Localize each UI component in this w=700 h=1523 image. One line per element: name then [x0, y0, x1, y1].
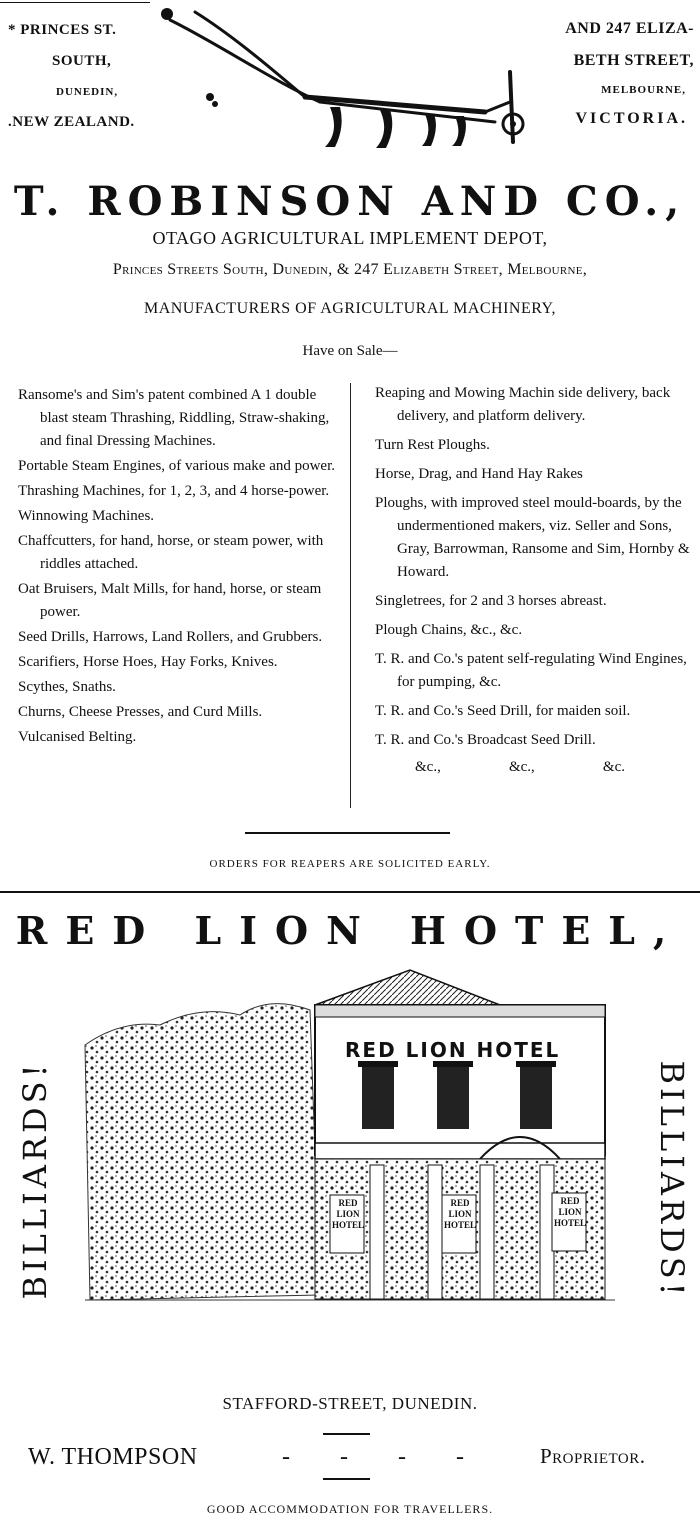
header-left-line4: .NEW ZEALAND. [8, 114, 135, 130]
top-rule [0, 2, 150, 3]
hotel-illustration [80, 965, 620, 1310]
hotel-sign: RED LION HOTEL [345, 1038, 561, 1062]
list-item: Winnowing Machines. [18, 508, 155, 524]
header-right-line4: VICTORIA. [575, 110, 688, 127]
list-item: Scythes, Snaths. [18, 679, 116, 695]
list-item: Chaffcutters, for hand, horse, or steam power, with riddles attached. [18, 533, 324, 572]
list-item: Singletrees, for 2 and 3 horses abreast. [375, 593, 607, 609]
rule-above-proprietor [323, 1433, 370, 1435]
short-rule [245, 832, 450, 834]
have-on-sale: Have on Sale— [302, 343, 398, 359]
hotel-title: RED LION HOTEL, [15, 908, 685, 953]
section-divider [0, 891, 700, 893]
etc-3: &c. [602, 759, 625, 775]
list-item: T. R. and Co.'s Broadcast Seed Drill. [375, 732, 596, 748]
header-right-line2: BETH STREET, [573, 52, 694, 69]
billiards-left: BILLIARDS! [16, 1060, 54, 1300]
company-address: Princes Streets South, Dunedin, & 247 Elizabeth Street, Melbourne, [112, 261, 588, 278]
window-sign-1: RED LION HOTEL [332, 1198, 365, 1230]
list-item: Ploughs, with improved steel mould-boards, by the undermentioned makers, viz. Seller and Sons, Gray, Barrowman, Ransome and Sim, Hornby & Howard. [375, 495, 690, 580]
company-title: T. ROBINSON AND CO., [13, 178, 687, 225]
manufacturers-line: MANUFACTURERS OF AGRICULTURAL MACHINERY, [143, 300, 557, 317]
orders-note: ORDERS FOR REAPERS ARE SOLICITED EARLY. [209, 858, 491, 870]
header-left-line2: SOUTH, [52, 53, 112, 69]
list-item: Vulcanised Belting. [18, 729, 137, 745]
etc-2: &c., [508, 759, 535, 775]
list-item: Thrashing Machines, for 1, 2, 3, and 4 horse-power. [18, 483, 330, 499]
list-item: Seed Drills, Harrows, Land Rollers, and Grubbers. [18, 629, 323, 645]
header-left-line3: DUNEDIN, [56, 86, 119, 98]
list-item: Portable Steam Engines, of various make and power. [18, 458, 336, 474]
list-item: Ransome's and Sim's patent combined A 1 double blast steam Thrashing, Riddling, Straw-shaking, and final Dressing Machines. [18, 387, 330, 449]
header-right-address [524, 20, 694, 128]
window-sign-2: RED LION HOTEL [444, 1198, 477, 1230]
company-subtitle: OTAGO AGRICULTURAL IMPLEMENT DEPOT, [152, 228, 548, 248]
list-item: Turn Rest Ploughs. [375, 437, 490, 453]
list-item: T. R. and Co.'s Seed Drill, for maiden soil. [375, 703, 631, 719]
right-items-list [375, 382, 697, 779]
hotel-address: STAFFORD-STREET, DUNEDIN. [222, 1394, 478, 1413]
left-items-list [18, 384, 344, 751]
header-right-line3: MELBOURNE, [601, 84, 686, 96]
etc-row [375, 756, 625, 779]
list-item: Churns, Cheese Presses, and Curd Mills. [18, 704, 263, 720]
header-left-line1: * PRINCES ST. [8, 22, 117, 38]
rule-below-proprietor [323, 1478, 370, 1480]
header-right-line1: AND 247 ELIZA- [565, 20, 694, 37]
proprietor-dashes: - - - - [282, 1444, 464, 1470]
proprietor-name: W. THOMPSON [28, 1444, 198, 1470]
list-item: Horse, Drag, and Hand Hay Rakes [375, 466, 583, 482]
proprietor-label: Proprietor. [540, 1444, 646, 1468]
etc-1: &c., [415, 759, 441, 775]
list-item: Oat Bruisers, Malt Mills, for hand, horse, or steam power. [18, 581, 322, 620]
list-item: T. R. and Co.'s patent self-regulating Wind Engines, for pumping, &c. [375, 651, 687, 690]
list-item: Plough Chains, &c., &c. [375, 622, 523, 638]
billiards-right: BILLIARDS! [653, 1060, 691, 1300]
column-divider [350, 383, 351, 808]
header-left-address [8, 22, 158, 131]
plough-illustration [155, 2, 535, 162]
accommodation-note: GOOD ACCOMMODATION FOR TRAVELLERS. [206, 1502, 494, 1516]
list-item: Reaping and Mowing Machin side delivery, back delivery, and platform delivery. [375, 385, 671, 424]
window-sign-3: RED LION HOTEL [554, 1196, 587, 1228]
list-item: Scarifiers, Horse Hoes, Hay Forks, Knives. [18, 654, 278, 670]
